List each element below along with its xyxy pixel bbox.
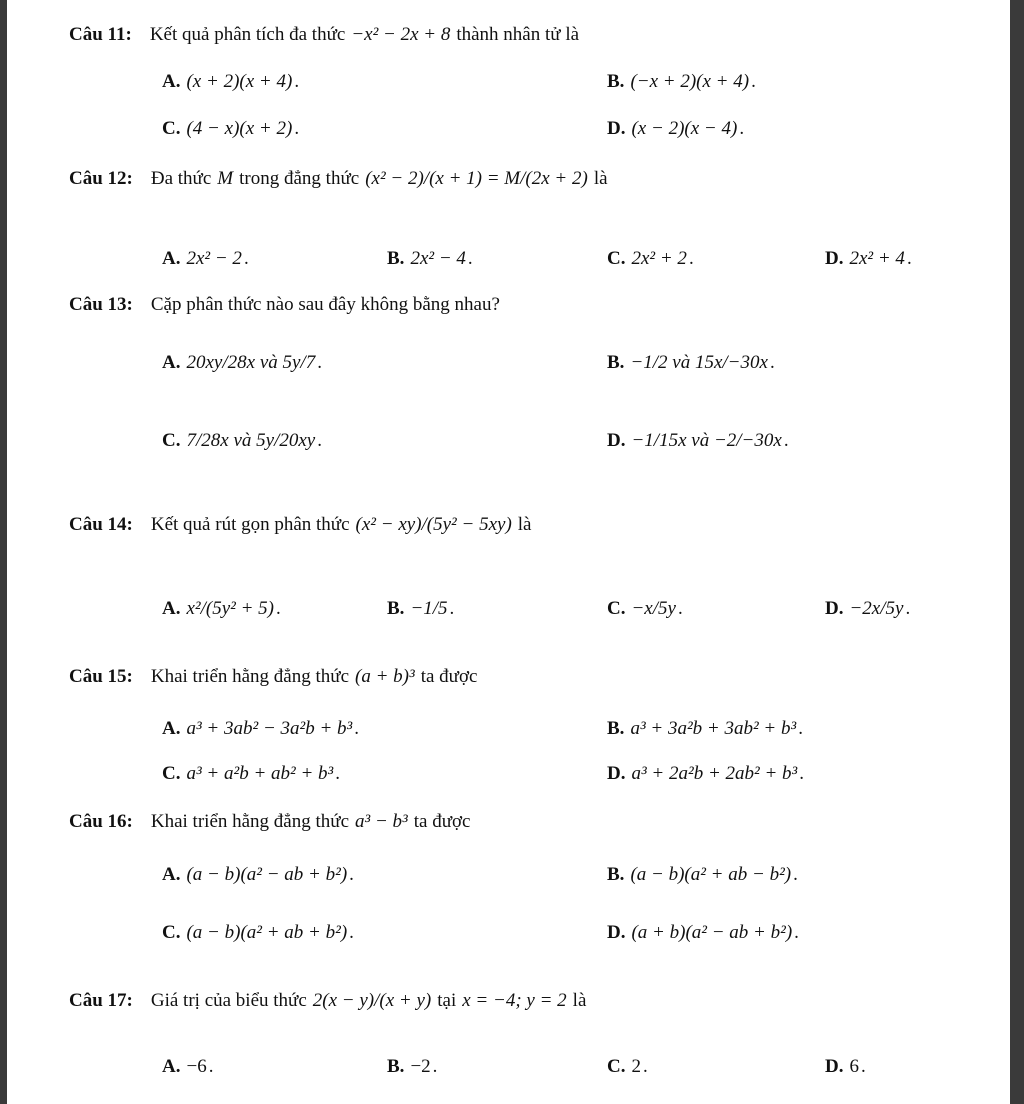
q15-option-c[interactable]: C. a³ + a²b + ab² + b³ . <box>162 763 340 784</box>
q17-option-c[interactable]: C. 2 . <box>607 1056 648 1077</box>
q12-option-a[interactable]: A. 2x² − 2 . <box>162 248 249 269</box>
question-11: Câu 11: Kết quả phân tích đa thức −x² − 2x + 8 thành nhân tử là <box>69 24 580 45</box>
q14-option-d[interactable]: D. −2x/5y . <box>825 598 911 619</box>
q12-option-b[interactable]: B. 2x² − 4 . <box>387 248 473 269</box>
q14-option-b[interactable]: B. −1/5 . <box>387 598 455 619</box>
q11-option-a[interactable]: A. (x + 2)(x + 4) . <box>162 71 300 92</box>
q12-option-d[interactable]: D. 2x² + 4 . <box>825 248 912 269</box>
q13-option-d[interactable]: D. −1/15x và −2/−30x . <box>607 430 789 451</box>
q14-option-a[interactable]: A. x²/(5y² + 5) . <box>162 598 281 619</box>
q11-option-b[interactable]: B. (−x + 2)(x + 4) . <box>607 71 756 92</box>
q12-option-c[interactable]: C. 2x² + 2 . <box>607 248 694 269</box>
q16-option-d[interactable]: D. (a + b)(a² − ab + b²) . <box>607 922 799 943</box>
question-14: Câu 14: Kết quả rút gọn phân thức (x² − xy)/(5y² − 5xy) là <box>69 514 532 535</box>
q13-option-a[interactable]: A. 20xy/28x và 5y/7 . <box>162 352 322 373</box>
q13-option-c[interactable]: C. 7/28x và 5y/20xy . <box>162 430 322 451</box>
q13-option-b[interactable]: B. −1/2 và 15x/−30x . <box>607 352 775 373</box>
q11-option-d[interactable]: D. (x − 2)(x − 4) . <box>607 118 745 139</box>
q17-option-d[interactable]: D. 6 . <box>825 1056 866 1077</box>
document-page <box>7 0 1010 1104</box>
q17-option-b[interactable]: B. −2 . <box>387 1056 438 1077</box>
q16-option-c[interactable]: C. (a − b)(a² + ab + b²) . <box>162 922 354 943</box>
question-12: Câu 12: Đa thức M trong đẳng thức (x² − 2)/(x + 1) = M/(2x + 2) là <box>69 168 608 189</box>
question-13: Câu 13: Cặp phân thức nào sau đây không bằng nhau? <box>69 294 500 315</box>
q15-option-b[interactable]: B. a³ + 3a²b + 3ab² + b³ . <box>607 718 803 739</box>
q11-option-c[interactable]: C. (4 − x)(x + 2) . <box>162 118 300 139</box>
question-15: Câu 15: Khai triển hằng đẳng thức (a + b)³ ta được <box>69 666 478 687</box>
question-16: Câu 16: Khai triển hằng đẳng thức a³ − b³ ta được <box>69 811 471 832</box>
q15-option-d[interactable]: D. a³ + 2a²b + 2ab² + b³ . <box>607 763 804 784</box>
question-17: Câu 17: Giá trị của biểu thức 2(x − y)/(x + y) tại x = −4; y = 2 là <box>69 990 587 1011</box>
q14-option-c[interactable]: C. −x/5y . <box>607 598 683 619</box>
q16-option-a[interactable]: A. (a − b)(a² − ab + b²) . <box>162 864 354 885</box>
q16-option-b[interactable]: B. (a − b)(a² + ab − b²) . <box>607 864 798 885</box>
q15-option-a[interactable]: A. a³ + 3ab² − 3a²b + b³ . <box>162 718 359 739</box>
q17-option-a[interactable]: A. −6 . <box>162 1056 214 1077</box>
